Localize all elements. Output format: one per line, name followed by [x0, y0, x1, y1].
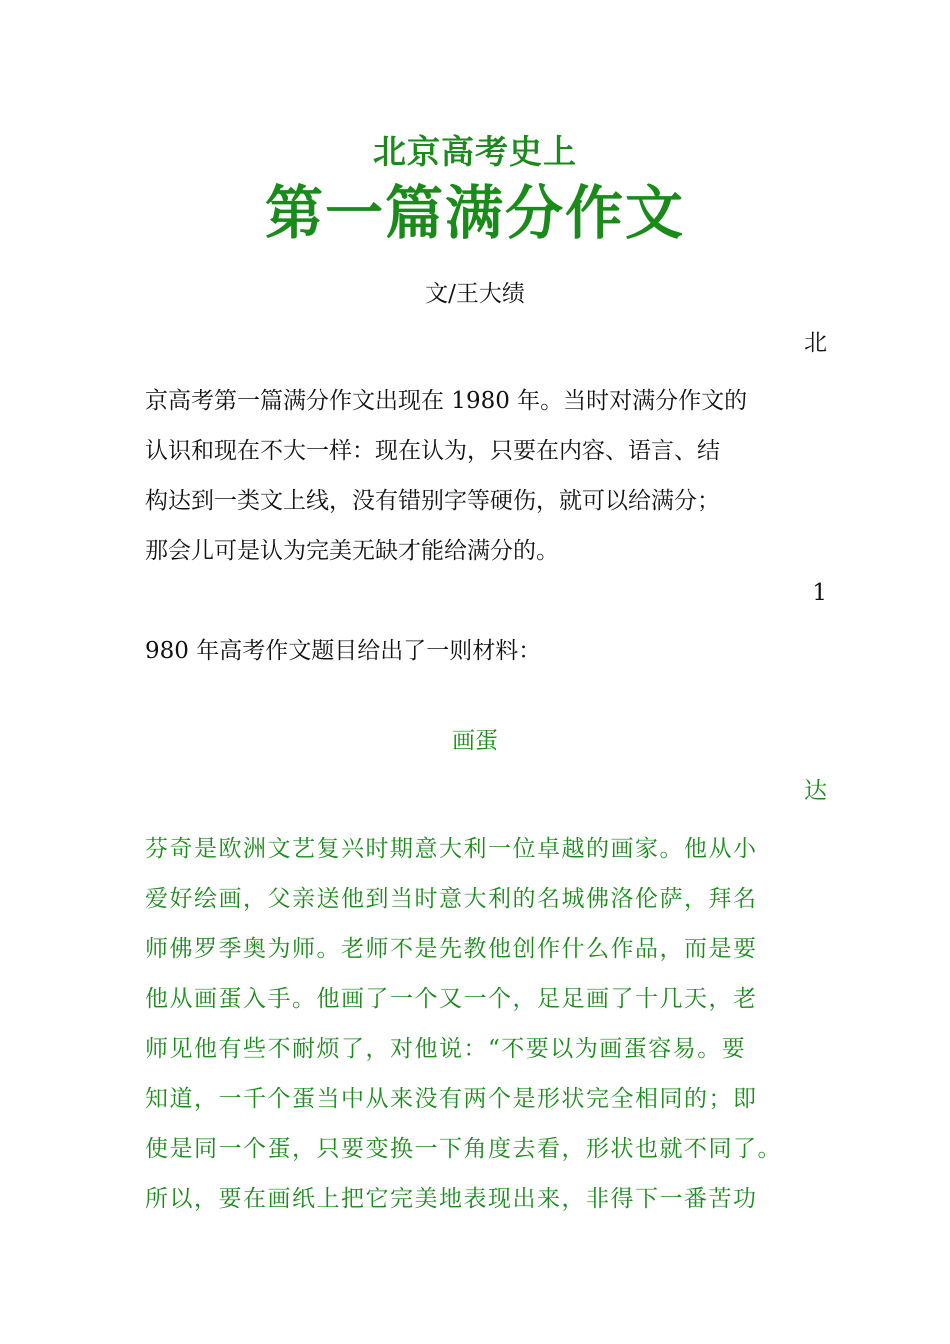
- paragraph-2-text: 980 年高考作文题目给出了一则材料：: [145, 638, 542, 664]
- paragraph-1: [145, 326, 835, 576]
- author-byline: 文/王大绩: [425, 281, 525, 307]
- paragraph-2: [145, 576, 835, 676]
- paragraph-2-first-char: 1: [812, 580, 827, 606]
- title-line-2: 第一篇满分作文: [264, 179, 685, 247]
- material-first-char: 达: [804, 778, 827, 804]
- paragraph-1-first-char: 北: [804, 330, 827, 356]
- title-line-1: 北京高考史上: [373, 132, 577, 171]
- material-title: 画蛋: [452, 728, 498, 754]
- material-paragraph: [145, 774, 835, 1224]
- material-text: 芬奇是欧洲文艺复兴时期意大利一位卓越的画家。他从小 爱好绘画，父亲送他到当时意大利的名城佛洛伦萨，拜名 师佛罗季奥为师。老师不是先教他创作什么作品，而是要 他从画蛋入手。他画了一个又一个，足足画了十几天，老 师见他有些不耐烦了，对他说：“不要以为画蛋容易。要 知道，一千个蛋当中从来没有两个是形状完全相同的；即 使是同一个蛋，只要变换一下角度去看，形状也就不同了。 所以，要在画纸上把它完美地表现出来，非得下一番苦功: [145, 836, 782, 1212]
- paragraph-1-text: 京高考第一篇满分作文出现在 1980 年。当时对满分作文的 认识和现在不大一样：现在认为，只要在内容、语言、结 构达到一类文上线，没有错别字等硬伤，就可以给满分； 那会儿可是认为完美无缺才能给满分的。: [145, 388, 748, 564]
